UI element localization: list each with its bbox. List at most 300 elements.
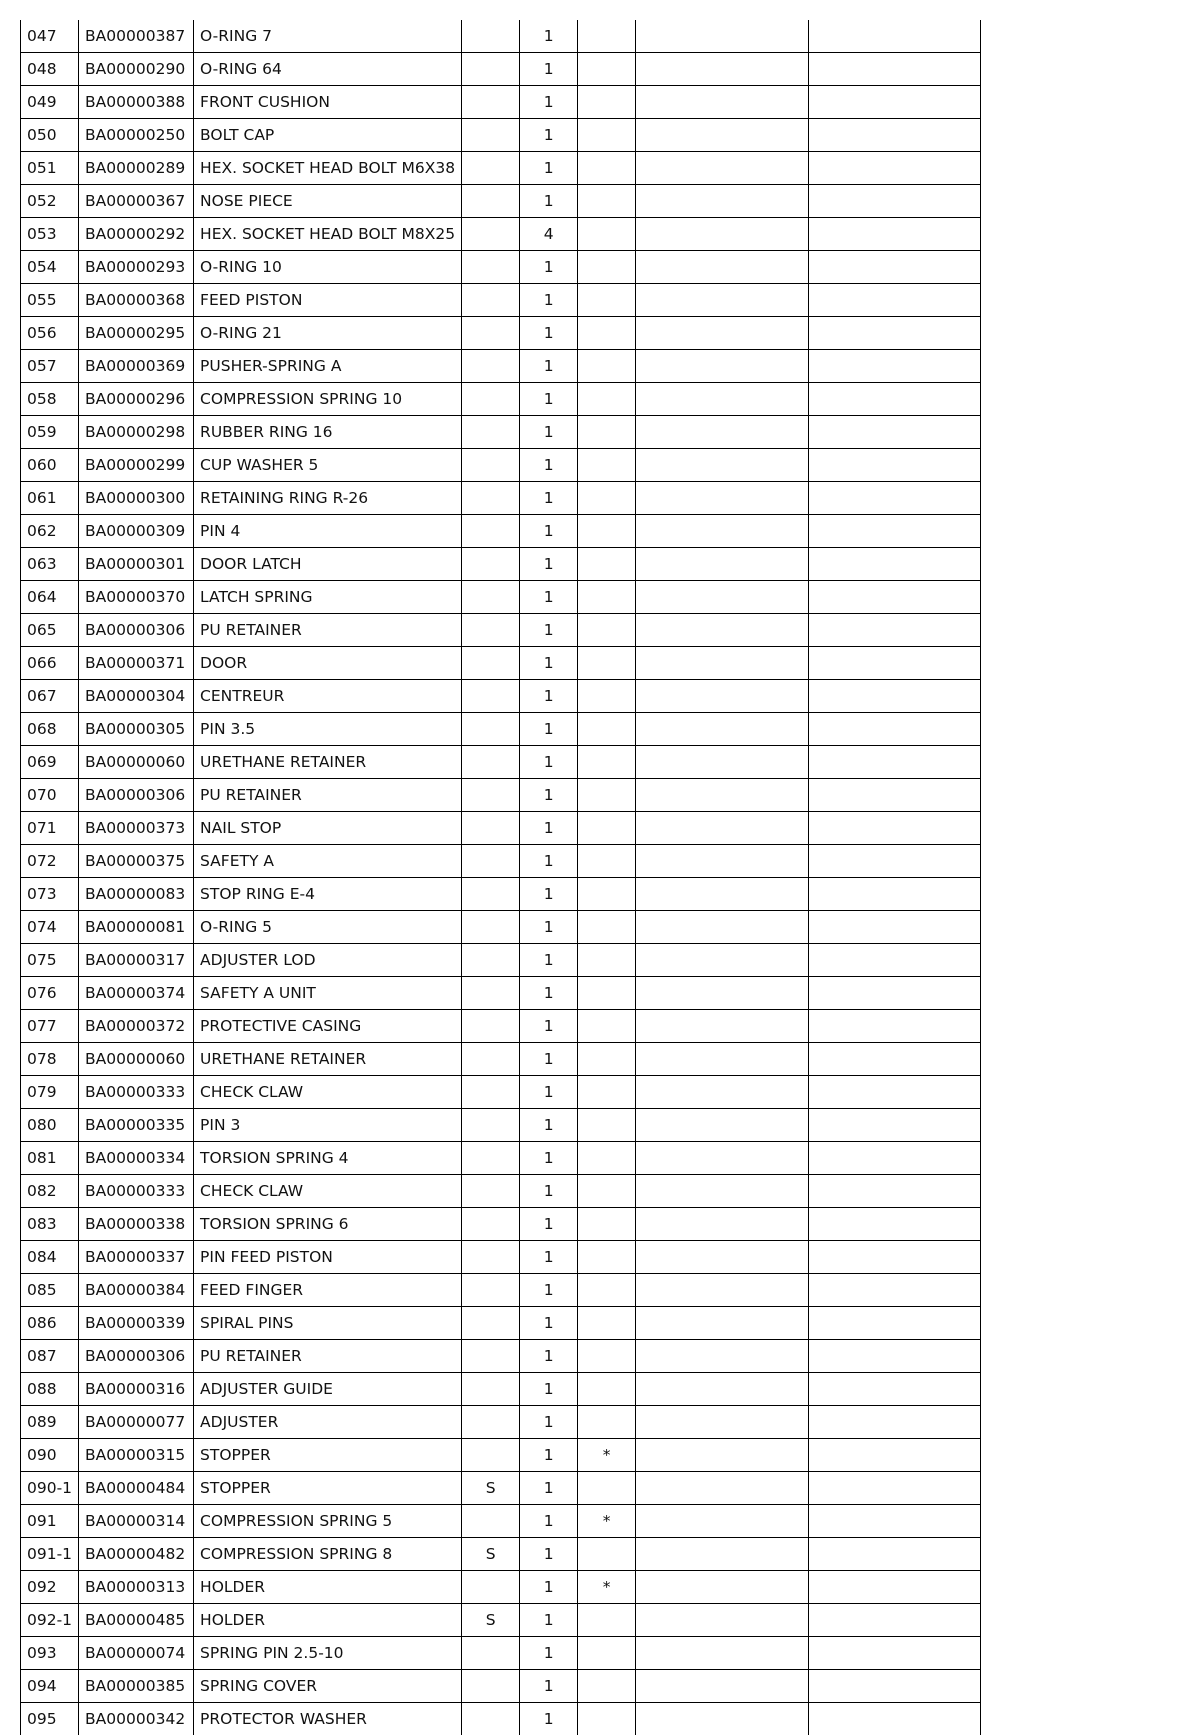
part-name-cell: COMPRESSION SPRING 10 bbox=[194, 383, 462, 416]
part-code-cell: BA00000317 bbox=[79, 944, 194, 977]
blank-cell bbox=[809, 482, 981, 515]
quantity-cell: 1 bbox=[520, 1505, 578, 1538]
mark-cell bbox=[578, 317, 636, 350]
quantity-cell: 1 bbox=[520, 53, 578, 86]
quantity-cell: 1 bbox=[520, 713, 578, 746]
part-flag-cell bbox=[462, 1142, 520, 1175]
part-code-cell: BA00000370 bbox=[79, 581, 194, 614]
mark-cell bbox=[578, 779, 636, 812]
part-flag-cell bbox=[462, 1373, 520, 1406]
blank-cell bbox=[809, 1703, 981, 1735]
mark-cell bbox=[578, 482, 636, 515]
table-row bbox=[21, 251, 981, 284]
part-name-cell: ADJUSTER LOD bbox=[194, 944, 462, 977]
part-flag-cell bbox=[462, 1208, 520, 1241]
part-code-cell: BA00000333 bbox=[79, 1175, 194, 1208]
quantity-cell: 1 bbox=[520, 1538, 578, 1571]
table-row bbox=[21, 1637, 981, 1670]
part-number-cell: 051 bbox=[21, 152, 79, 185]
part-name-cell: ADJUSTER bbox=[194, 1406, 462, 1439]
quantity-cell: 1 bbox=[520, 350, 578, 383]
quantity-cell: 1 bbox=[520, 119, 578, 152]
part-name-cell: URETHANE RETAINER bbox=[194, 1043, 462, 1076]
part-flag-cell bbox=[462, 746, 520, 779]
table-row bbox=[21, 647, 981, 680]
table-row bbox=[21, 944, 981, 977]
blank-cell bbox=[809, 779, 981, 812]
blank-cell bbox=[809, 1373, 981, 1406]
blank-cell bbox=[809, 1109, 981, 1142]
mark-cell bbox=[578, 1670, 636, 1703]
part-name-cell: O-RING 21 bbox=[194, 317, 462, 350]
part-number-cell: 072 bbox=[21, 845, 79, 878]
blank-cell bbox=[636, 383, 809, 416]
blank-cell bbox=[636, 1505, 809, 1538]
table-row bbox=[21, 416, 981, 449]
blank-cell bbox=[809, 1175, 981, 1208]
part-name-cell: COMPRESSION SPRING 8 bbox=[194, 1538, 462, 1571]
blank-cell bbox=[636, 86, 809, 119]
part-code-cell: BA00000074 bbox=[79, 1637, 194, 1670]
blank-cell bbox=[809, 449, 981, 482]
mark-cell bbox=[578, 548, 636, 581]
part-name-cell: BOLT CAP bbox=[194, 119, 462, 152]
table-row bbox=[21, 1208, 981, 1241]
blank-cell bbox=[636, 152, 809, 185]
part-code-cell: BA00000292 bbox=[79, 218, 194, 251]
part-name-cell: RETAINING RING R-26 bbox=[194, 482, 462, 515]
part-flag-cell bbox=[462, 251, 520, 284]
table-row bbox=[21, 977, 981, 1010]
quantity-cell: 1 bbox=[520, 1241, 578, 1274]
part-flag-cell bbox=[462, 449, 520, 482]
blank-cell bbox=[636, 1703, 809, 1735]
mark-cell bbox=[578, 911, 636, 944]
part-name-cell: LATCH SPRING bbox=[194, 581, 462, 614]
mark-cell bbox=[578, 218, 636, 251]
blank-cell bbox=[809, 647, 981, 680]
mark-cell bbox=[578, 119, 636, 152]
part-name-cell: PIN 4 bbox=[194, 515, 462, 548]
part-flag-cell bbox=[462, 482, 520, 515]
part-name-cell: STOP RING E-4 bbox=[194, 878, 462, 911]
part-name-cell: NAIL STOP bbox=[194, 812, 462, 845]
part-number-cell: 055 bbox=[21, 284, 79, 317]
part-code-cell: BA00000342 bbox=[79, 1703, 194, 1735]
mark-cell bbox=[578, 944, 636, 977]
blank-cell bbox=[636, 251, 809, 284]
part-flag-cell bbox=[462, 1076, 520, 1109]
blank-cell bbox=[636, 581, 809, 614]
mark-cell bbox=[578, 53, 636, 86]
table-row bbox=[21, 1373, 981, 1406]
part-name-cell: SAFETY A UNIT bbox=[194, 977, 462, 1010]
table-row bbox=[21, 482, 981, 515]
part-number-cell: 053 bbox=[21, 218, 79, 251]
part-code-cell: BA00000306 bbox=[79, 1340, 194, 1373]
table-row bbox=[21, 218, 981, 251]
table-row bbox=[21, 581, 981, 614]
part-flag-cell bbox=[462, 548, 520, 581]
blank-cell bbox=[809, 1076, 981, 1109]
quantity-cell: 1 bbox=[520, 1340, 578, 1373]
part-flag-cell bbox=[462, 911, 520, 944]
part-name-cell: RUBBER RING 16 bbox=[194, 416, 462, 449]
blank-cell bbox=[636, 614, 809, 647]
quantity-cell: 1 bbox=[520, 878, 578, 911]
quantity-cell: 1 bbox=[520, 1373, 578, 1406]
quantity-cell: 1 bbox=[520, 1670, 578, 1703]
blank-cell bbox=[636, 1241, 809, 1274]
blank-cell bbox=[636, 548, 809, 581]
part-code-cell: BA00000060 bbox=[79, 746, 194, 779]
part-number-cell: 069 bbox=[21, 746, 79, 779]
part-name-cell: HEX. SOCKET HEAD BOLT M6X38 bbox=[194, 152, 462, 185]
quantity-cell: 1 bbox=[520, 680, 578, 713]
part-code-cell: BA00000304 bbox=[79, 680, 194, 713]
blank-cell bbox=[636, 218, 809, 251]
part-code-cell: BA00000290 bbox=[79, 53, 194, 86]
part-flag-cell bbox=[462, 383, 520, 416]
blank-cell bbox=[636, 1604, 809, 1637]
part-flag-cell bbox=[462, 680, 520, 713]
part-name-cell: STOPPER bbox=[194, 1439, 462, 1472]
part-number-cell: 074 bbox=[21, 911, 79, 944]
blank-cell bbox=[636, 1043, 809, 1076]
part-code-cell: BA00000387 bbox=[79, 20, 194, 53]
part-code-cell: BA00000316 bbox=[79, 1373, 194, 1406]
table-row bbox=[21, 1142, 981, 1175]
part-code-cell: BA00000299 bbox=[79, 449, 194, 482]
part-number-cell: 079 bbox=[21, 1076, 79, 1109]
part-code-cell: BA00000373 bbox=[79, 812, 194, 845]
part-flag-cell: S bbox=[462, 1472, 520, 1505]
blank-cell bbox=[809, 317, 981, 350]
part-flag-cell bbox=[462, 1274, 520, 1307]
blank-cell bbox=[636, 812, 809, 845]
quantity-cell: 1 bbox=[520, 1043, 578, 1076]
mark-cell bbox=[578, 350, 636, 383]
blank-cell bbox=[636, 977, 809, 1010]
blank-cell bbox=[809, 845, 981, 878]
blank-cell bbox=[809, 1670, 981, 1703]
quantity-cell: 1 bbox=[520, 86, 578, 119]
part-name-cell: HOLDER bbox=[194, 1571, 462, 1604]
blank-cell bbox=[636, 647, 809, 680]
part-name-cell: TORSION SPRING 4 bbox=[194, 1142, 462, 1175]
blank-cell bbox=[636, 1571, 809, 1604]
mark-cell bbox=[578, 1703, 636, 1735]
part-number-cell: 088 bbox=[21, 1373, 79, 1406]
quantity-cell: 1 bbox=[520, 515, 578, 548]
part-flag-cell: S bbox=[462, 1538, 520, 1571]
part-name-cell: SPRING COVER bbox=[194, 1670, 462, 1703]
part-name-cell: SPRING PIN 2.5-10 bbox=[194, 1637, 462, 1670]
quantity-cell: 1 bbox=[520, 548, 578, 581]
part-name-cell: PIN 3.5 bbox=[194, 713, 462, 746]
blank-cell bbox=[809, 218, 981, 251]
quantity-cell: 1 bbox=[520, 1274, 578, 1307]
blank-cell bbox=[636, 350, 809, 383]
blank-cell bbox=[809, 1406, 981, 1439]
part-number-cell: 076 bbox=[21, 977, 79, 1010]
part-code-cell: BA00000081 bbox=[79, 911, 194, 944]
table-row bbox=[21, 53, 981, 86]
part-flag-cell bbox=[462, 317, 520, 350]
part-code-cell: BA00000334 bbox=[79, 1142, 194, 1175]
mark-cell bbox=[578, 713, 636, 746]
table-row bbox=[21, 878, 981, 911]
blank-cell bbox=[636, 1307, 809, 1340]
blank-cell bbox=[809, 977, 981, 1010]
part-code-cell: BA00000250 bbox=[79, 119, 194, 152]
part-flag-cell bbox=[462, 977, 520, 1010]
blank-cell bbox=[636, 1538, 809, 1571]
part-code-cell: BA00000083 bbox=[79, 878, 194, 911]
part-number-cell: 066 bbox=[21, 647, 79, 680]
part-code-cell: BA00000315 bbox=[79, 1439, 194, 1472]
part-code-cell: BA00000482 bbox=[79, 1538, 194, 1571]
part-code-cell: BA00000368 bbox=[79, 284, 194, 317]
blank-cell bbox=[809, 152, 981, 185]
table-row bbox=[21, 449, 981, 482]
part-code-cell: BA00000296 bbox=[79, 383, 194, 416]
table-row bbox=[21, 284, 981, 317]
part-number-cell: 056 bbox=[21, 317, 79, 350]
part-code-cell: BA00000289 bbox=[79, 152, 194, 185]
part-flag-cell bbox=[462, 779, 520, 812]
part-flag-cell bbox=[462, 20, 520, 53]
part-flag-cell: S bbox=[462, 1604, 520, 1637]
blank-cell bbox=[809, 1439, 981, 1472]
mark-cell bbox=[578, 1043, 636, 1076]
part-number-cell: 095 bbox=[21, 1703, 79, 1735]
mark-cell bbox=[578, 416, 636, 449]
blank-cell bbox=[636, 284, 809, 317]
part-flag-cell bbox=[462, 812, 520, 845]
part-code-cell: BA00000485 bbox=[79, 1604, 194, 1637]
quantity-cell: 1 bbox=[520, 845, 578, 878]
blank-cell bbox=[636, 944, 809, 977]
blank-cell bbox=[636, 1406, 809, 1439]
part-flag-cell bbox=[462, 1703, 520, 1735]
mark-cell bbox=[578, 1472, 636, 1505]
part-code-cell: BA00000313 bbox=[79, 1571, 194, 1604]
part-name-cell: PIN FEED PISTON bbox=[194, 1241, 462, 1274]
part-name-cell: ADJUSTER GUIDE bbox=[194, 1373, 462, 1406]
blank-cell bbox=[809, 680, 981, 713]
quantity-cell: 1 bbox=[520, 977, 578, 1010]
table-row bbox=[21, 1571, 981, 1604]
part-flag-cell bbox=[462, 350, 520, 383]
blank-cell bbox=[809, 350, 981, 383]
table-row bbox=[21, 614, 981, 647]
part-name-cell: PU RETAINER bbox=[194, 614, 462, 647]
part-code-cell: BA00000293 bbox=[79, 251, 194, 284]
part-number-cell: 060 bbox=[21, 449, 79, 482]
blank-cell bbox=[809, 713, 981, 746]
table-row bbox=[21, 1472, 981, 1505]
part-code-cell: BA00000314 bbox=[79, 1505, 194, 1538]
part-name-cell: O-RING 5 bbox=[194, 911, 462, 944]
mark-cell bbox=[578, 449, 636, 482]
part-number-cell: 052 bbox=[21, 185, 79, 218]
table-row bbox=[21, 20, 981, 53]
part-name-cell: STOPPER bbox=[194, 1472, 462, 1505]
table-row bbox=[21, 1175, 981, 1208]
quantity-cell: 1 bbox=[520, 911, 578, 944]
part-number-cell: 064 bbox=[21, 581, 79, 614]
blank-cell bbox=[636, 1340, 809, 1373]
part-number-cell: 063 bbox=[21, 548, 79, 581]
part-code-cell: BA00000333 bbox=[79, 1076, 194, 1109]
mark-cell bbox=[578, 152, 636, 185]
part-name-cell: DOOR LATCH bbox=[194, 548, 462, 581]
part-number-cell: 070 bbox=[21, 779, 79, 812]
part-name-cell: PIN 3 bbox=[194, 1109, 462, 1142]
part-number-cell: 083 bbox=[21, 1208, 79, 1241]
quantity-cell: 1 bbox=[520, 482, 578, 515]
part-flag-cell bbox=[462, 647, 520, 680]
blank-cell bbox=[809, 1472, 981, 1505]
part-number-cell: 093 bbox=[21, 1637, 79, 1670]
quantity-cell: 1 bbox=[520, 1439, 578, 1472]
part-number-cell: 090 bbox=[21, 1439, 79, 1472]
part-number-cell: 050 bbox=[21, 119, 79, 152]
quantity-cell: 1 bbox=[520, 1571, 578, 1604]
blank-cell bbox=[636, 416, 809, 449]
blank-cell bbox=[809, 1637, 981, 1670]
quantity-cell: 1 bbox=[520, 1010, 578, 1043]
blank-cell bbox=[636, 1175, 809, 1208]
blank-cell bbox=[809, 1274, 981, 1307]
mark-cell bbox=[578, 1010, 636, 1043]
part-code-cell: BA00000060 bbox=[79, 1043, 194, 1076]
part-code-cell: BA00000300 bbox=[79, 482, 194, 515]
mark-cell bbox=[578, 680, 636, 713]
blank-cell bbox=[636, 1472, 809, 1505]
part-name-cell: CUP WASHER 5 bbox=[194, 449, 462, 482]
mark-cell bbox=[578, 1373, 636, 1406]
part-flag-cell bbox=[462, 713, 520, 746]
blank-cell bbox=[636, 1076, 809, 1109]
part-number-cell: 048 bbox=[21, 53, 79, 86]
part-name-cell: PUSHER-SPRING A bbox=[194, 350, 462, 383]
blank-cell bbox=[636, 878, 809, 911]
part-flag-cell bbox=[462, 1571, 520, 1604]
part-flag-cell bbox=[462, 152, 520, 185]
part-flag-cell bbox=[462, 944, 520, 977]
parts-table bbox=[20, 20, 981, 1735]
mark-cell bbox=[578, 1241, 636, 1274]
table-row bbox=[21, 548, 981, 581]
part-number-cell: 091-1 bbox=[21, 1538, 79, 1571]
blank-cell bbox=[809, 1142, 981, 1175]
part-number-cell: 047 bbox=[21, 20, 79, 53]
blank-cell bbox=[636, 1208, 809, 1241]
part-flag-cell bbox=[462, 1505, 520, 1538]
part-code-cell: BA00000384 bbox=[79, 1274, 194, 1307]
blank-cell bbox=[636, 515, 809, 548]
part-flag-cell bbox=[462, 1109, 520, 1142]
part-number-cell: 080 bbox=[21, 1109, 79, 1142]
part-code-cell: BA00000374 bbox=[79, 977, 194, 1010]
part-number-cell: 089 bbox=[21, 1406, 79, 1439]
part-code-cell: BA00000372 bbox=[79, 1010, 194, 1043]
part-code-cell: BA00000298 bbox=[79, 416, 194, 449]
table-row bbox=[21, 779, 981, 812]
mark-cell bbox=[578, 284, 636, 317]
mark-cell bbox=[578, 1604, 636, 1637]
blank-cell bbox=[809, 1340, 981, 1373]
table-row bbox=[21, 383, 981, 416]
mark-cell bbox=[578, 977, 636, 1010]
part-flag-cell bbox=[462, 1670, 520, 1703]
blank-cell bbox=[636, 482, 809, 515]
table-row bbox=[21, 680, 981, 713]
blank-cell bbox=[809, 251, 981, 284]
blank-cell bbox=[636, 119, 809, 152]
mark-cell: * bbox=[578, 1439, 636, 1472]
part-flag-cell bbox=[462, 614, 520, 647]
quantity-cell: 4 bbox=[520, 218, 578, 251]
blank-cell bbox=[636, 911, 809, 944]
table-row bbox=[21, 119, 981, 152]
blank-cell bbox=[636, 185, 809, 218]
quantity-cell: 1 bbox=[520, 152, 578, 185]
table-row bbox=[21, 185, 981, 218]
mark-cell bbox=[578, 515, 636, 548]
part-code-cell: BA00000369 bbox=[79, 350, 194, 383]
blank-cell bbox=[809, 614, 981, 647]
part-code-cell: BA00000335 bbox=[79, 1109, 194, 1142]
quantity-cell: 1 bbox=[520, 185, 578, 218]
table-row bbox=[21, 152, 981, 185]
part-code-cell: BA00000305 bbox=[79, 713, 194, 746]
part-name-cell: SAFETY A bbox=[194, 845, 462, 878]
mark-cell bbox=[578, 1538, 636, 1571]
part-flag-cell bbox=[462, 1043, 520, 1076]
table-row bbox=[21, 1505, 981, 1538]
part-code-cell: BA00000309 bbox=[79, 515, 194, 548]
blank-cell bbox=[809, 1538, 981, 1571]
blank-cell bbox=[809, 878, 981, 911]
mark-cell: * bbox=[578, 1505, 636, 1538]
blank-cell bbox=[636, 53, 809, 86]
blank-cell bbox=[636, 1439, 809, 1472]
mark-cell bbox=[578, 614, 636, 647]
blank-cell bbox=[636, 1637, 809, 1670]
blank-cell bbox=[809, 548, 981, 581]
table-row bbox=[21, 845, 981, 878]
part-code-cell: BA00000338 bbox=[79, 1208, 194, 1241]
part-code-cell: BA00000371 bbox=[79, 647, 194, 680]
table-row bbox=[21, 1043, 981, 1076]
part-number-cell: 075 bbox=[21, 944, 79, 977]
mark-cell bbox=[578, 185, 636, 218]
quantity-cell: 1 bbox=[520, 1175, 578, 1208]
quantity-cell: 1 bbox=[520, 20, 578, 53]
part-number-cell: 049 bbox=[21, 86, 79, 119]
blank-cell bbox=[809, 416, 981, 449]
part-name-cell: FRONT CUSHION bbox=[194, 86, 462, 119]
part-code-cell: BA00000301 bbox=[79, 548, 194, 581]
part-flag-cell bbox=[462, 1406, 520, 1439]
mark-cell bbox=[578, 251, 636, 284]
table-row bbox=[21, 1274, 981, 1307]
blank-cell bbox=[809, 1241, 981, 1274]
part-flag-cell bbox=[462, 416, 520, 449]
